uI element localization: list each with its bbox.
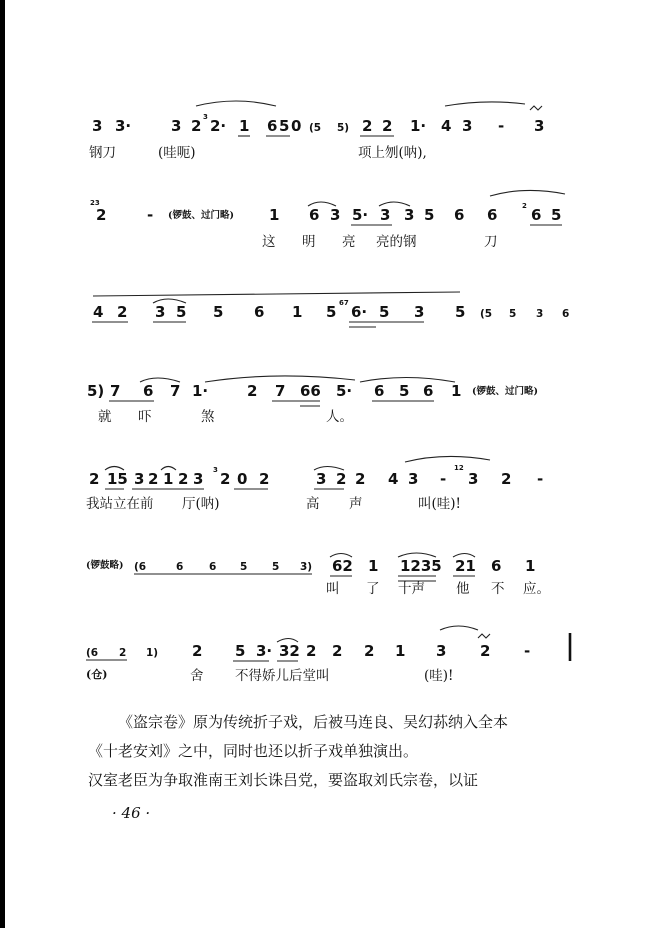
grace-note: 23 xyxy=(90,199,100,207)
note: 3 xyxy=(92,117,103,135)
note: 6 xyxy=(562,308,570,320)
lyric: 不得娇儿后堂叫 xyxy=(235,668,330,684)
note: 6 xyxy=(423,382,434,400)
score-line-6 xyxy=(86,553,550,597)
note: 5 xyxy=(235,642,246,660)
note: 5 xyxy=(326,303,337,321)
score-line-4 xyxy=(87,376,538,425)
note: 2 xyxy=(247,382,258,400)
note: 21 xyxy=(455,557,476,575)
lyric: 人。 xyxy=(326,409,353,425)
note: 6 xyxy=(487,206,498,224)
note: 4 xyxy=(388,470,399,488)
note: 1 xyxy=(292,303,303,321)
grace-note: 3 xyxy=(203,113,208,121)
note: 5· xyxy=(352,206,369,224)
note: 5) xyxy=(337,122,350,134)
note: 5 xyxy=(455,303,466,321)
tie-line xyxy=(93,292,460,296)
note: 3 xyxy=(462,117,473,135)
note: 15 xyxy=(107,470,128,488)
lyric: 钢刀 xyxy=(89,145,116,161)
lyric: 明 xyxy=(302,234,316,250)
note: 5 xyxy=(213,303,224,321)
note: 3 xyxy=(536,308,544,320)
body-paragraph-2 xyxy=(88,766,588,795)
note: 5 xyxy=(272,561,280,573)
score-line-5 xyxy=(86,456,543,512)
body-line: 《十老安刘》之中，同时也还以折子戏单独演出。 xyxy=(88,742,419,760)
note: 3 xyxy=(330,206,341,224)
note: 2 xyxy=(362,117,373,135)
score-line-7 xyxy=(86,626,570,684)
note: 3 xyxy=(414,303,425,321)
lyric: (哇呃) xyxy=(158,145,196,161)
note: 2 xyxy=(89,470,100,488)
slur xyxy=(405,456,490,462)
note: 2 xyxy=(117,303,128,321)
lyric: 项上刎(呐), xyxy=(358,145,427,161)
note: 2 xyxy=(382,117,393,135)
mordent-mark xyxy=(530,106,542,110)
note: 3 xyxy=(404,206,415,224)
note: 2· xyxy=(210,117,227,135)
note: 6· xyxy=(351,303,368,321)
lyric: 亮的钢 xyxy=(376,234,417,250)
note: 2 xyxy=(192,642,203,660)
lyric: 了 xyxy=(366,581,380,597)
note: 2 xyxy=(480,642,491,660)
note: 3 xyxy=(155,303,166,321)
note: 5 xyxy=(176,303,187,321)
note: 5· xyxy=(336,382,353,400)
note: 7 xyxy=(170,382,181,400)
note: - xyxy=(498,117,505,135)
note: 5) xyxy=(87,382,105,400)
note: 4 xyxy=(93,303,104,321)
lyric: (哇)! xyxy=(424,668,454,684)
note: 3 xyxy=(171,117,182,135)
note: 2 xyxy=(178,470,189,488)
note: 5 xyxy=(279,117,290,135)
note: 1 xyxy=(163,470,174,488)
lyric: 声 xyxy=(349,496,363,512)
note: 1 xyxy=(451,382,462,400)
body-paragraph-1 xyxy=(88,708,588,766)
note: 2 xyxy=(364,642,375,660)
note: - xyxy=(524,642,531,660)
lyric: 吓 xyxy=(138,409,152,425)
note: 3 xyxy=(408,470,419,488)
note: 32 xyxy=(279,642,300,660)
percussion-note: (锣鼓、过门略) xyxy=(472,386,538,397)
lyric: 舍 xyxy=(190,668,204,684)
note: 7 xyxy=(110,382,121,400)
note: 1· xyxy=(410,117,427,135)
note: 5 xyxy=(399,382,410,400)
note: 5 xyxy=(509,308,517,320)
lyric: 刀 xyxy=(484,234,498,250)
grace-note: 3 xyxy=(213,466,218,474)
note: 1 xyxy=(269,206,280,224)
note: (5 xyxy=(309,122,322,134)
note: 3 xyxy=(193,470,204,488)
note: 3 xyxy=(534,117,545,135)
note: 0 xyxy=(291,117,302,135)
note: 2 xyxy=(220,470,231,488)
mordent-mark xyxy=(478,634,490,638)
lyric: 叫 xyxy=(326,581,340,597)
lyric: 叫(哇)! xyxy=(418,496,461,512)
lyric: 应。 xyxy=(523,581,550,597)
lyric: 高 xyxy=(306,496,320,512)
lyric: 煞 xyxy=(201,409,215,425)
note: 1· xyxy=(192,382,209,400)
body-line: 《盗宗卷》原为传统折子戏，后被马连良、吴幻荪纳入全本 xyxy=(118,713,509,731)
note: 3· xyxy=(256,642,273,660)
lyric: 就 xyxy=(98,409,112,425)
percussion-note: (锣鼓略) xyxy=(86,560,124,571)
note: 2 xyxy=(148,470,159,488)
grace-note: 67 xyxy=(339,299,349,307)
note: 1) xyxy=(146,647,159,659)
note: 7 xyxy=(275,382,286,400)
score-line-3 xyxy=(92,292,569,327)
note: 3) xyxy=(300,561,313,573)
note: 66 xyxy=(300,382,321,400)
slur xyxy=(445,102,525,106)
note: 3 xyxy=(316,470,327,488)
note: 3 xyxy=(468,470,479,488)
note: 2 xyxy=(191,117,202,135)
score-line-2 xyxy=(90,190,565,250)
note: - xyxy=(147,206,154,224)
note: 5 xyxy=(379,303,390,321)
lyric: 亮 xyxy=(342,234,356,250)
note: 1 xyxy=(239,117,250,135)
note: 6 xyxy=(209,561,217,573)
note: 5 xyxy=(424,206,435,224)
note: 2 xyxy=(259,470,270,488)
note: 6 xyxy=(374,382,385,400)
note: 2 xyxy=(332,642,343,660)
note: (6 xyxy=(86,647,99,659)
body-line: 汉室老臣为争取淮南王刘长诛吕党，要盗取刘氏宗卷，以证 xyxy=(88,771,479,789)
note: 6 xyxy=(454,206,465,224)
note: - xyxy=(537,470,544,488)
slur xyxy=(490,190,565,196)
note: 1 xyxy=(525,557,536,575)
note: 1 xyxy=(395,642,406,660)
note: 3· xyxy=(115,117,132,135)
note: (5 xyxy=(480,308,493,320)
note: 2 xyxy=(96,206,107,224)
note: 2 xyxy=(355,470,366,488)
note: 5 xyxy=(551,206,562,224)
note: 4 xyxy=(441,117,452,135)
note: (6 xyxy=(134,561,147,573)
lyric: 我站立在前 xyxy=(86,496,154,512)
note: 6 xyxy=(531,206,542,224)
note: 6 xyxy=(491,557,502,575)
note: - xyxy=(440,470,447,488)
score-line-1 xyxy=(89,101,544,161)
note: 3 xyxy=(436,642,447,660)
lyric: 他 xyxy=(456,581,470,597)
page-number: · 46 · xyxy=(112,804,151,822)
lyric: 这 xyxy=(262,234,276,250)
slur xyxy=(440,626,478,630)
note: 3 xyxy=(134,470,145,488)
note: 6 xyxy=(267,117,278,135)
lyric: 厅(呐) xyxy=(182,496,220,512)
grace-note: 2 xyxy=(522,202,527,210)
note: 6 xyxy=(309,206,320,224)
lyric: 十声 xyxy=(398,581,425,597)
note: 5 xyxy=(240,561,248,573)
note: 3 xyxy=(380,206,391,224)
note: 6 xyxy=(254,303,265,321)
note: 1 xyxy=(368,557,379,575)
note: 6 xyxy=(143,382,154,400)
percussion-note: (仓) xyxy=(86,668,108,681)
slur xyxy=(196,101,276,106)
note: 2 xyxy=(119,647,127,659)
note: 1235 xyxy=(400,557,442,575)
note: 62 xyxy=(332,557,353,575)
note: 6 xyxy=(176,561,184,573)
note: 0 xyxy=(237,470,248,488)
note: 2 xyxy=(306,642,317,660)
percussion-note: (锣鼓、过门略) xyxy=(168,210,234,221)
note: 2 xyxy=(501,470,512,488)
note: 2 xyxy=(336,470,347,488)
grace-note: 12 xyxy=(454,464,464,472)
lyric: 不 xyxy=(491,581,505,597)
